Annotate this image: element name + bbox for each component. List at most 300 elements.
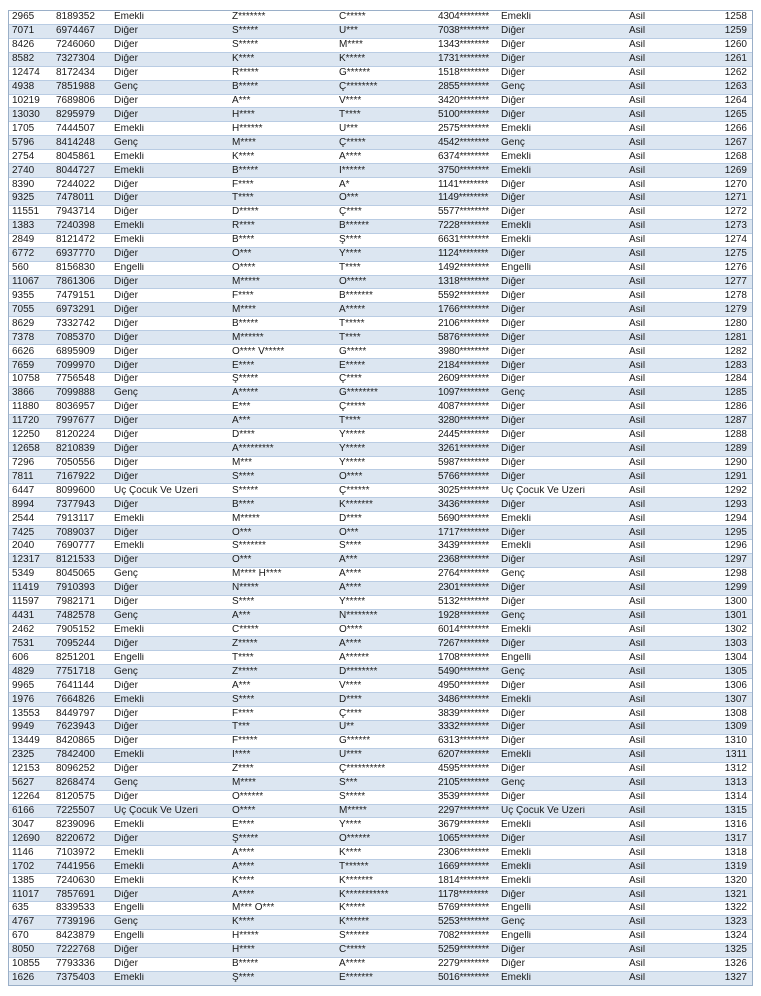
cell-category-2: Diğer <box>501 499 525 510</box>
cell-list-type: Asil <box>629 444 646 455</box>
cell-list-type: Asil <box>629 638 646 649</box>
cell-draw-order: 1270 <box>724 179 747 190</box>
cell-list-type: Asil <box>629 221 646 232</box>
cell-list-type: Asil <box>629 833 646 844</box>
cell-category: Emekli <box>114 12 145 23</box>
cell-application-order: 3866 <box>12 388 35 399</box>
cell-category: Emekli <box>114 861 145 872</box>
cell-id-no-masked: 2575******** <box>438 123 489 134</box>
cell-draw-order: 1259 <box>724 26 747 37</box>
cell-draw-order: 1290 <box>724 457 747 468</box>
cell-category-2: Diğer <box>501 471 525 482</box>
cell-category: Engelli <box>114 931 145 942</box>
cell-category-2: Diğer <box>501 346 525 357</box>
cell-last-name-masked: C***** <box>339 12 366 23</box>
cell-first-name-masked: A*** <box>232 611 251 622</box>
table-row <box>9 637 752 651</box>
cell-category: Diğer <box>114 457 138 468</box>
cell-application-order: 10219 <box>12 95 40 106</box>
cell-list-type: Asil <box>629 388 646 399</box>
cell-application-order: 670 <box>12 931 29 942</box>
cell-id-no-masked: 1343******** <box>438 40 489 51</box>
table-row <box>9 832 752 846</box>
cell-id-no-masked: 2105******** <box>438 778 489 789</box>
cell-list-type: Asil <box>629 652 646 663</box>
cell-category: Emekli <box>114 819 145 830</box>
cell-category-2: Diğer <box>501 583 525 594</box>
cell-id-no-masked: 3436******** <box>438 499 489 510</box>
cell-list-type: Asil <box>629 40 646 51</box>
cell-application-order: 8050 <box>12 945 35 956</box>
cell-application-no: 8121533 <box>56 555 95 566</box>
cell-category-2: Diğer <box>501 290 525 301</box>
cell-last-name-masked: A*** <box>339 555 358 566</box>
cell-category: Diğer <box>114 638 138 649</box>
cell-list-type: Asil <box>629 611 646 622</box>
cell-list-type: Asil <box>629 889 646 900</box>
cell-first-name-masked: B**** <box>232 499 255 510</box>
cell-last-name-masked: D**** <box>339 513 362 524</box>
table-row <box>9 582 752 596</box>
cell-application-order: 9325 <box>12 193 35 204</box>
cell-last-name-masked: Ş**** <box>339 235 362 246</box>
cell-application-no: 7332742 <box>56 318 95 329</box>
cell-id-no-masked: 3420******** <box>438 95 489 106</box>
cell-application-order: 1705 <box>12 123 35 134</box>
table-row <box>9 387 752 401</box>
cell-application-no: 7482578 <box>56 611 95 622</box>
cell-first-name-masked: F***** <box>232 736 258 747</box>
table-row <box>9 484 752 498</box>
cell-category-2: Emekli <box>501 123 532 134</box>
table-row <box>9 122 752 136</box>
cell-first-name-masked: A*** <box>232 680 251 691</box>
cell-application-order: 6166 <box>12 806 35 816</box>
cell-first-name-masked: R**** <box>232 221 255 232</box>
cell-id-no-masked: 2764******** <box>438 569 489 580</box>
cell-list-type: Asil <box>629 875 646 886</box>
cell-application-no: 7225507 <box>56 806 95 816</box>
cell-last-name-masked: Ç***** <box>339 137 366 148</box>
table-row <box>9 262 752 276</box>
cell-application-no: 7641144 <box>56 680 95 691</box>
cell-list-type: Asil <box>629 708 646 719</box>
cell-application-order: 7296 <box>12 457 35 468</box>
cell-category: Diğer <box>114 764 138 775</box>
table-row <box>9 178 752 192</box>
cell-id-no-masked: 2297******** <box>438 806 489 816</box>
cell-first-name-masked: M**** H**** <box>232 569 282 580</box>
cell-first-name-masked: F**** <box>232 708 254 719</box>
cell-first-name-masked: M****** <box>232 332 264 343</box>
cell-application-no: 7913117 <box>56 513 95 524</box>
cell-application-no: 8449797 <box>56 708 95 719</box>
cell-category-2: Emekli <box>501 235 532 246</box>
cell-last-name-masked: Ü*** <box>339 123 358 134</box>
cell-draw-order: 1305 <box>724 666 747 677</box>
cell-application-order: 1702 <box>12 861 35 872</box>
cell-last-name-masked: T**** <box>339 109 361 120</box>
cell-category: Diğer <box>114 207 138 218</box>
cell-category: Diğer <box>114 555 138 566</box>
cell-list-type: Asil <box>629 165 646 176</box>
cell-category-2: Emekli <box>501 973 532 984</box>
cell-category-2: Emekli <box>501 847 532 858</box>
cell-first-name-masked: A**** <box>232 889 255 900</box>
cell-category-2: Engelli <box>501 652 532 663</box>
cell-draw-order: 1281 <box>724 332 747 343</box>
cell-application-order: 3047 <box>12 819 35 830</box>
cell-category: Emekli <box>114 151 145 162</box>
cell-last-name-masked: S****** <box>339 931 370 942</box>
cell-first-name-masked: K**** <box>232 917 255 928</box>
cell-id-no-masked: 5490******** <box>438 666 489 677</box>
cell-list-type: Asil <box>629 402 646 413</box>
cell-first-name-masked: S**** <box>232 471 255 482</box>
cell-application-order: 7659 <box>12 360 35 371</box>
cell-id-no-masked: 3539******** <box>438 792 489 803</box>
table-row <box>9 860 752 874</box>
cell-id-no-masked: 6374******** <box>438 151 489 162</box>
cell-first-name-masked: H***** <box>232 931 259 942</box>
cell-application-order: 7055 <box>12 304 35 315</box>
table-row <box>9 818 752 832</box>
cell-last-name-masked: T**** <box>339 263 361 274</box>
cell-first-name-masked: M***** <box>232 276 260 287</box>
cell-application-order: 12264 <box>12 792 40 803</box>
cell-application-order: 2462 <box>12 625 35 636</box>
cell-category: Emekli <box>114 750 145 761</box>
table-row <box>9 596 752 610</box>
table-row <box>9 693 752 707</box>
cell-category-2: Diğer <box>501 193 525 204</box>
cell-first-name-masked: M***** <box>232 513 260 524</box>
cell-id-no-masked: 1717******** <box>438 527 489 538</box>
cell-application-order: 7071 <box>12 26 35 37</box>
cell-category: Emekli <box>114 221 145 232</box>
cell-application-order: 2544 <box>12 513 35 524</box>
cell-application-order: 8994 <box>12 499 35 510</box>
cell-application-order: 8390 <box>12 179 35 190</box>
cell-first-name-masked: Ş**** <box>232 973 255 984</box>
cell-application-no: 7793336 <box>56 959 95 970</box>
cell-last-name-masked: K***** <box>339 54 366 65</box>
cell-list-type: Asil <box>629 95 646 106</box>
cell-last-name-masked: E******* <box>339 973 373 984</box>
cell-id-no-masked: 2609******** <box>438 374 489 385</box>
cell-first-name-masked: İ**** <box>232 750 251 761</box>
table-row <box>9 150 752 164</box>
cell-id-no-masked: 5766******** <box>438 471 489 482</box>
cell-application-order: 1383 <box>12 221 35 232</box>
cell-category-2: Diğer <box>501 945 525 956</box>
cell-category-2: Genç <box>501 388 525 399</box>
cell-last-name-masked: B****** <box>339 221 370 232</box>
cell-draw-order: 1263 <box>724 82 747 93</box>
cell-list-type: Asil <box>629 360 646 371</box>
cell-category: Diğer <box>114 833 138 844</box>
cell-category-2: Diğer <box>501 792 525 803</box>
cell-last-name-masked: M**** <box>339 40 363 51</box>
cell-list-type: Asil <box>629 179 646 190</box>
table-row <box>9 624 752 638</box>
table-row <box>9 721 752 735</box>
cell-category-2: Engelli <box>501 931 532 942</box>
cell-application-order: 12153 <box>12 764 40 775</box>
cell-last-name-masked: S**** <box>339 541 362 552</box>
cell-application-no: 7085370 <box>56 332 95 343</box>
cell-last-name-masked: T***** <box>339 318 365 329</box>
cell-id-no-masked: 3332******** <box>438 722 489 733</box>
cell-category-2: Diğer <box>501 722 525 733</box>
cell-category: Diğer <box>114 290 138 301</box>
cell-last-name-masked: Y***** <box>339 444 366 455</box>
cell-draw-order: 1308 <box>724 708 747 719</box>
cell-category: Diğer <box>114 889 138 900</box>
cell-list-type: Asil <box>629 263 646 274</box>
cell-list-type: Asil <box>629 276 646 287</box>
cell-list-type: Asil <box>629 597 646 608</box>
table-row <box>9 164 752 178</box>
table-row <box>9 401 752 415</box>
cell-id-no-masked: 1814******** <box>438 875 489 886</box>
cell-last-name-masked: Ö**** <box>339 625 363 636</box>
cell-draw-order: 1278 <box>724 290 747 301</box>
cell-category: Diğer <box>114 499 138 510</box>
cell-list-type: Asil <box>629 290 646 301</box>
table-row <box>9 902 752 916</box>
cell-last-name-masked: Ü*** <box>339 26 358 37</box>
cell-first-name-masked: Ö**** <box>232 806 256 816</box>
cell-draw-order: 1311 <box>725 750 747 761</box>
cell-last-name-masked: A**** <box>339 583 362 594</box>
cell-category-2: Emekli <box>501 151 532 162</box>
cell-category-2: Diğer <box>501 457 525 468</box>
cell-last-name-masked: A***** <box>339 304 366 315</box>
cell-id-no-masked: 1518******** <box>438 68 489 79</box>
cell-last-name-masked: D**** <box>339 694 362 705</box>
cell-first-name-masked: Ö*** <box>232 555 252 566</box>
cell-list-type: Asil <box>629 109 646 120</box>
cell-list-type: Asil <box>629 527 646 538</box>
cell-id-no-masked: 1097******** <box>438 388 489 399</box>
cell-application-order: 4938 <box>12 82 35 93</box>
table-row <box>9 248 752 262</box>
cell-category: Emekli <box>114 625 145 636</box>
cell-category: Diğer <box>114 792 138 803</box>
cell-application-order: 9965 <box>12 680 35 691</box>
cell-first-name-masked: T**** <box>232 652 254 663</box>
cell-first-name-masked: D**** <box>232 430 255 441</box>
cell-application-no: 7689806 <box>56 95 95 106</box>
cell-draw-order: 1304 <box>724 652 747 663</box>
table-row <box>9 67 752 81</box>
cell-last-name-masked: Ö*** <box>339 193 359 204</box>
cell-last-name-masked: A**** <box>339 638 362 649</box>
cell-last-name-masked: A****** <box>339 652 370 663</box>
cell-category: Diğer <box>114 959 138 970</box>
cell-list-type: Asil <box>629 485 646 496</box>
cell-first-name-masked: M**** <box>232 137 256 148</box>
cell-last-name-masked: Ü**** <box>339 750 362 761</box>
table-row <box>9 805 752 819</box>
table-row <box>9 220 752 234</box>
cell-id-no-masked: 5132******** <box>438 597 489 608</box>
cell-id-no-masked: 1141******** <box>438 179 489 190</box>
cell-application-order: 7378 <box>12 332 35 343</box>
cell-first-name-masked: Ş***** <box>232 374 259 385</box>
cell-first-name-masked: B***** <box>232 165 259 176</box>
cell-last-name-masked: T**** <box>339 416 361 427</box>
table-row <box>9 526 752 540</box>
cell-category-2: Üç Çocuk Ve Üzeri <box>501 485 585 496</box>
cell-draw-order: 1260 <box>724 40 747 51</box>
cell-draw-order: 1293 <box>724 499 747 510</box>
cell-id-no-masked: 3486******** <box>438 694 489 705</box>
cell-category: Diğer <box>114 402 138 413</box>
cell-draw-order: 1303 <box>724 638 747 649</box>
cell-application-order: 5796 <box>12 137 35 148</box>
cell-draw-order: 1314 <box>724 792 747 803</box>
cell-list-type: Asil <box>629 151 646 162</box>
cell-application-order: 4829 <box>12 666 35 677</box>
cell-application-no: 7244022 <box>56 179 95 190</box>
cell-category: Diğer <box>114 95 138 106</box>
cell-id-no-masked: 1669******** <box>438 861 489 872</box>
cell-last-name-masked: U** <box>339 722 355 733</box>
cell-id-no-masked: 2306******** <box>438 847 489 858</box>
cell-first-name-masked: S***** <box>232 26 259 37</box>
cell-last-name-masked: G****** <box>339 68 371 79</box>
cell-list-type: Asil <box>629 931 646 942</box>
cell-list-type: Asil <box>629 847 646 858</box>
cell-application-no: 7910393 <box>56 583 95 594</box>
cell-category-2: Diğer <box>501 638 525 649</box>
cell-application-order: 11597 <box>12 597 40 608</box>
cell-application-no: 7099888 <box>56 388 95 399</box>
cell-category: Diğer <box>114 68 138 79</box>
cell-draw-order: 1261 <box>724 54 747 65</box>
cell-draw-order: 1310 <box>724 736 747 747</box>
cell-category-2: Genç <box>501 611 525 622</box>
cell-draw-order: 1262 <box>724 68 747 79</box>
cell-id-no-masked: 7082******** <box>438 931 489 942</box>
cell-draw-order: 1283 <box>724 360 747 371</box>
cell-category: Emekli <box>114 235 145 246</box>
cell-first-name-masked: M*** O*** <box>232 903 275 914</box>
table-row <box>9 289 752 303</box>
cell-first-name-masked: H**** <box>232 109 255 120</box>
cell-application-order: 1976 <box>12 694 35 705</box>
cell-application-no: 7099970 <box>56 360 95 371</box>
cell-application-order: 13449 <box>12 736 40 747</box>
cell-last-name-masked: K***** <box>339 903 366 914</box>
table-row <box>9 846 752 860</box>
cell-category-2: Diğer <box>501 444 525 455</box>
cell-draw-order: 1258 <box>724 12 747 23</box>
cell-id-no-masked: 2279******** <box>438 959 489 970</box>
cell-last-name-masked: S***** <box>339 792 366 803</box>
cell-last-name-masked: Y***** <box>339 430 366 441</box>
table-row <box>9 707 752 721</box>
cell-first-name-masked: O****** <box>232 792 264 803</box>
cell-category-2: Diğer <box>501 430 525 441</box>
cell-application-no: 6974467 <box>56 26 95 37</box>
cell-draw-order: 1271 <box>724 193 747 204</box>
cell-application-order: 560 <box>12 263 29 274</box>
cell-list-type: Asil <box>629 806 646 816</box>
cell-draw-order: 1297 <box>724 555 747 566</box>
cell-last-name-masked: A**** <box>339 151 362 162</box>
cell-draw-order: 1319 <box>724 861 747 872</box>
cell-category-2: Diğer <box>501 708 525 719</box>
table-row <box>9 373 752 387</box>
cell-list-type: Asil <box>629 304 646 315</box>
cell-draw-order: 1306 <box>724 680 747 691</box>
cell-id-no-masked: 2301******** <box>438 583 489 594</box>
cell-last-name-masked: K******* <box>339 875 373 886</box>
cell-category-2: Diğer <box>501 40 525 51</box>
cell-category-2: Diğer <box>501 304 525 315</box>
cell-id-no-masked: 1731******** <box>438 54 489 65</box>
cell-id-no-masked: 2368******** <box>438 555 489 566</box>
cell-application-order: 10855 <box>12 959 40 970</box>
cell-category-2: Diğer <box>501 597 525 608</box>
cell-draw-order: 1284 <box>724 374 747 385</box>
cell-application-no: 7623943 <box>56 722 95 733</box>
table-row <box>9 303 752 317</box>
cell-first-name-masked: A*** <box>232 95 251 106</box>
cell-category: Diğer <box>114 360 138 371</box>
cell-category: Diğer <box>114 276 138 287</box>
table-row <box>9 874 752 888</box>
table-row <box>9 317 752 331</box>
cell-application-no: 6895909 <box>56 346 95 357</box>
cell-id-no-masked: 4087******** <box>438 402 489 413</box>
cell-draw-order: 1264 <box>724 95 747 106</box>
cell-category: Emekli <box>114 694 145 705</box>
cell-category: Genç <box>114 666 138 677</box>
cell-first-name-masked: H****** <box>232 123 263 134</box>
cell-draw-order: 1302 <box>724 625 747 636</box>
cell-category-2: Genç <box>501 778 525 789</box>
cell-id-no-masked: 1492******** <box>438 263 489 274</box>
cell-first-name-masked: O**** <box>232 263 256 274</box>
cell-category: Diğer <box>114 597 138 608</box>
cell-category-2: Diğer <box>501 889 525 900</box>
cell-first-name-masked: B***** <box>232 318 259 329</box>
cell-application-order: 11419 <box>12 583 40 594</box>
cell-application-no: 8210839 <box>56 444 95 455</box>
cell-id-no-masked: 3980******** <box>438 346 489 357</box>
cell-category-2: Diğer <box>501 360 525 371</box>
cell-list-type: Asil <box>629 917 646 928</box>
cell-list-type: Asil <box>629 68 646 79</box>
cell-list-type: Asil <box>629 430 646 441</box>
table-row <box>9 679 752 693</box>
cell-last-name-masked: Ç**** <box>339 374 362 385</box>
cell-category-2: Genç <box>501 917 525 928</box>
cell-application-no: 7756548 <box>56 374 95 385</box>
cell-category: Diğer <box>114 527 138 538</box>
cell-first-name-masked: E**** <box>232 360 255 371</box>
cell-draw-order: 1296 <box>724 541 747 552</box>
cell-draw-order: 1315 <box>724 806 747 816</box>
cell-application-no: 8121472 <box>56 235 95 246</box>
cell-draw-order: 1294 <box>724 513 747 524</box>
cell-category-2: Diğer <box>501 276 525 287</box>
cell-category: Engelli <box>114 263 145 274</box>
